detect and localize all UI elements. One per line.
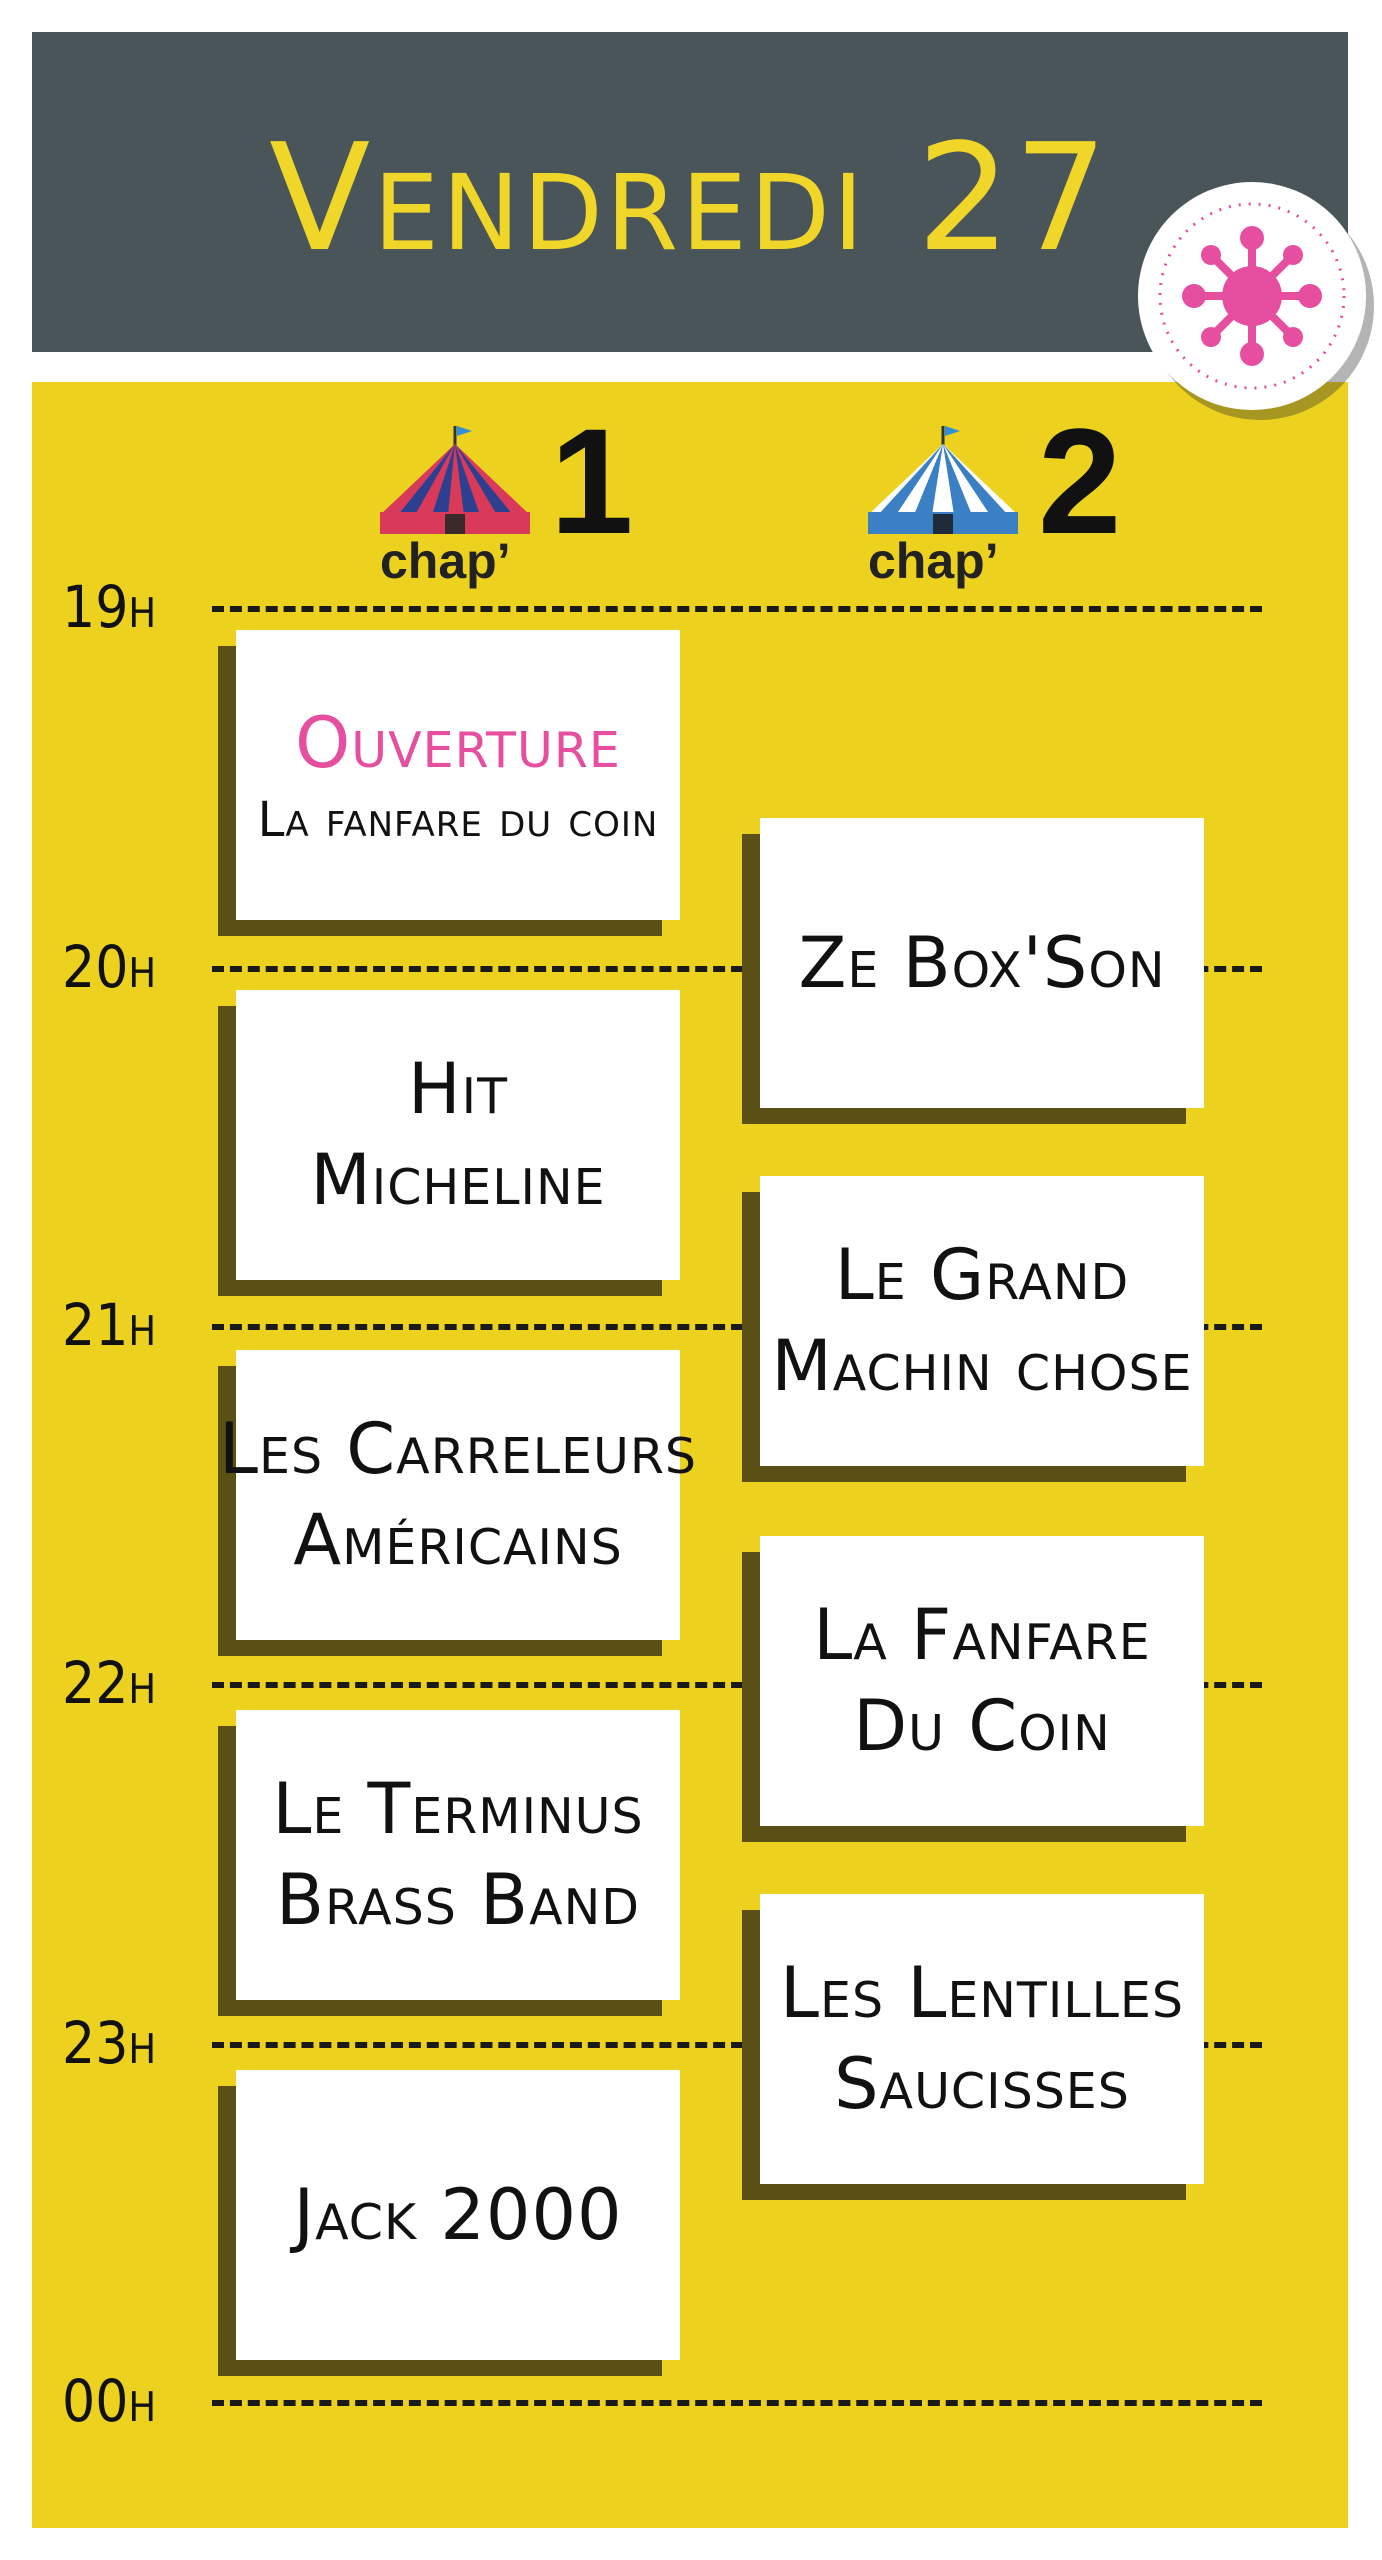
hour-label: 22h xyxy=(62,1649,157,1717)
slot-title: Ouverture xyxy=(295,702,621,785)
slot-stage1-carreleurs[interactable] xyxy=(218,1350,698,1640)
hour-label: 21h xyxy=(62,1291,157,1359)
slot-title: Hit xyxy=(407,1048,509,1130)
slot-stage1-jack-2000[interactable] xyxy=(236,2070,680,2360)
logo-icon xyxy=(1138,182,1366,410)
slot-subtitle: La fanfare du coin xyxy=(257,792,659,849)
slot-title: La Fanfare xyxy=(813,1594,1151,1676)
slot-title: Machin chose xyxy=(771,1325,1193,1407)
slot-stage2-ze-boxson[interactable] xyxy=(760,818,1204,1108)
venue-number: 2 xyxy=(1038,397,1122,565)
slot-title: Le Grand xyxy=(834,1234,1130,1316)
page-title: Vendredi 27 xyxy=(269,112,1111,284)
slot-title: Les Carreleurs xyxy=(218,1408,698,1490)
slot-title: Du Coin xyxy=(853,1685,1111,1767)
hour-label: 00h xyxy=(62,2367,157,2435)
slot-stage2-grand-machin-chose[interactable] xyxy=(760,1176,1204,1466)
slot-title: Américains xyxy=(293,1499,623,1581)
festival-logo xyxy=(1138,182,1366,410)
slot-title: Saucisses xyxy=(834,2043,1130,2125)
hour-label: 23h xyxy=(62,2009,157,2077)
slot-title: Jack 2000 xyxy=(293,2173,623,2256)
venue-number: 1 xyxy=(550,397,634,565)
slot-title: Ze Box'Son xyxy=(798,921,1166,1004)
hour-divider xyxy=(212,606,1262,612)
slot-stage2-lentilles-saucisses[interactable] xyxy=(760,1894,1204,2184)
slot-title: Les Lentilles xyxy=(780,1952,1184,2034)
hour-label: 19h xyxy=(62,573,157,641)
slot-title: Micheline xyxy=(310,1139,606,1221)
slot-stage2-fanfare-du-coin[interactable] xyxy=(760,1536,1204,1826)
venue-label: chap’ xyxy=(380,533,511,589)
hour-divider xyxy=(212,2400,1262,2406)
hour-row-19h xyxy=(0,572,1382,642)
hour-label: 20h xyxy=(62,933,157,1001)
circus-tent-icon xyxy=(370,420,540,540)
slot-stage1-hit-micheline[interactable] xyxy=(236,990,680,1280)
slot-title: Brass Band xyxy=(276,1859,640,1941)
venue-label: chap’ xyxy=(868,533,999,589)
slot-title: Le Terminus xyxy=(272,1768,644,1850)
hour-row-00h xyxy=(0,2366,1382,2436)
slot-stage1-ouverture[interactable] xyxy=(236,630,680,920)
slot-stage1-terminus[interactable] xyxy=(236,1710,680,2000)
circus-tent-icon xyxy=(858,420,1028,540)
